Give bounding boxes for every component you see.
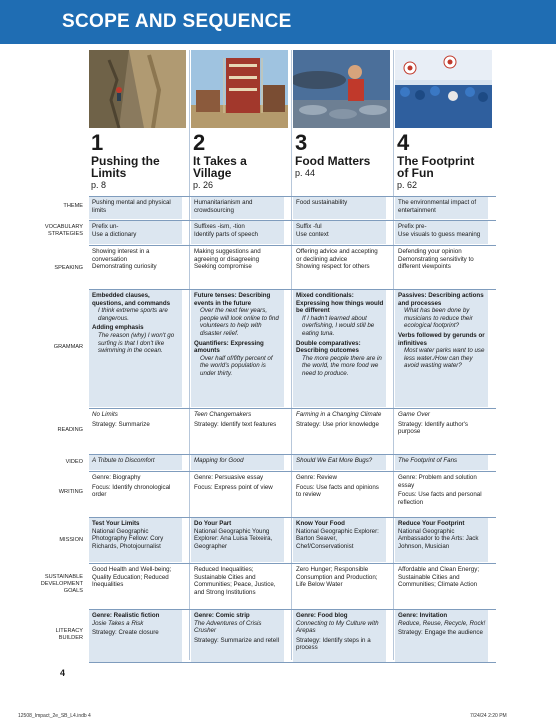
unit-title: It Takes a Village [193, 154, 247, 180]
video-cell: The Footprint of Fans [395, 455, 488, 470]
column-divider [291, 50, 292, 660]
literacy-cell: Genre: Realistic fiction Josie Takes a Risk Strategy: Create closure [89, 610, 182, 662]
page-title: SCOPE AND SEQUENCE [62, 11, 292, 32]
literacy-cell: Genre: Food blog Connecting to My Culture with Arepas Strategy: Identify steps in a process [293, 610, 386, 662]
header-banner [0, 0, 556, 44]
unit-2-header [193, 132, 290, 190]
sdg-cell: Reduced Inequalities; Sustainable Cities and Communities; Peace, Justice, and Strong Institutions [194, 566, 276, 596]
crowd-flags-photo [395, 50, 492, 128]
grammar-cell: Embedded clauses, questions, and commands I think extreme sports are dangerous. Adding emphasis The reason (why) I won't go surfing is that I don't like swimming in the ocean. [89, 290, 182, 407]
vocabulary-cell: Prefix un- Use a dictionary [89, 221, 182, 244]
theme-cell: The environmental impact of entertainment [395, 197, 488, 219]
row-label-writing: WRITING [58, 489, 83, 495]
writing-cell: Genre: Review Focus: Use facts and opinions to review [296, 474, 379, 499]
writing-cell: Genre: Problem and solution essay Focus: Use facts and personal reflection [398, 474, 482, 506]
video-cell: Should We Eat More Bugs? [293, 455, 386, 470]
literacy-cell: Genre: Invitation Reduce, Reuse, Recycle, Rock! Strategy: Engage the audience [395, 610, 488, 662]
unit-page: p. 62 [397, 180, 418, 190]
print-slug: 12508_Impact_2e_SB_L4.indb 4 [18, 713, 91, 719]
grammar-cell: Passives: Describing actions and processes What has been done by musicians to reduce their ecological footprint? Verbs followed by gerunds or infinitives Most water parks want to use less water./How can they avoid wasting water? [395, 290, 488, 407]
vocabulary-cell: Suffixes -ism, -tion Identify parts of speech [191, 221, 284, 244]
reading-cell: Game Over Strategy: Identify author's purpose [398, 411, 468, 436]
page-number: 4 [60, 668, 66, 678]
speaking-cell: Making suggestions and agreeing or disagreeing Seeking compromise [194, 248, 261, 271]
unit-page: p. 26 [193, 180, 214, 190]
reading-cell: Farming in a Changing Climate Strategy: Use prior knowledge [296, 411, 382, 428]
writing-cell: Genre: Biography Focus: Identify chronological order [92, 474, 171, 499]
reading-cell: Teen Changemakers Strategy: Identify text features [194, 411, 277, 428]
sdg-cell: Good Health and Well-being; Quality Education; Reduced Inequalities [92, 566, 172, 589]
row-label-video: VIDEO [65, 459, 83, 465]
video-cell: Mapping for Good [191, 455, 284, 470]
sdg-cell: Zero Hunger; Responsible Consumption and Production; Life Below Water [296, 566, 378, 589]
print-date: 7/24/24 2:20 PM [470, 713, 507, 719]
unit-3-header [295, 132, 392, 178]
row-label-grammar: GRAMMAR [53, 344, 83, 350]
unit-title: Food Matters [295, 154, 371, 168]
grammar-cell: Future tenses: Describing events in the future Over the next few years, people will look online to find volunteers to help with disaster relief. Quantifiers: Expressing amounts Over half of/fifty percent of the world's population is under thirty. [191, 290, 284, 407]
unit-4-header [397, 132, 494, 190]
reading-cell: No Limits Strategy: Summarize [92, 411, 150, 428]
row-label-sustainable-development-goals: SUSTAINABLE DEVELOPMENT GOALS [40, 574, 83, 594]
video-cell: A Tribute to Discomfort [89, 455, 182, 470]
unit-title: Pushing the Limits [91, 154, 160, 180]
row-label-speaking: SPEAKING [54, 265, 83, 271]
speaking-cell: Defending your opinion Demonstrating sensitivity to different viewpoints [398, 248, 474, 271]
unit-number: 1 [91, 130, 104, 155]
building-construction-photo [191, 50, 288, 128]
mission-cell: Do Your Part National Geographic Young Explorer: Ana Luisa Teixeira, Geographer [191, 518, 284, 562]
theme-cell: Food sustainability [293, 197, 386, 219]
unit-number: 2 [193, 130, 206, 155]
theme-cell: Pushing mental and physical limits [89, 197, 182, 219]
column-divider [189, 50, 190, 660]
mission-cell: Reduce Your Footprint National Geographic Ambassador to the Arts: Jack Johnson, Musician [395, 518, 488, 562]
mission-cell: Know Your Food National Geographic Explorer: Barton Seaver, Chef/Conservationist [293, 518, 386, 562]
literacy-cell: Genre: Comic strip The Adventures of Crisis Crusher Strategy: Summarize and retell [191, 610, 284, 662]
speaking-cell: Showing interest in a conversation Demonstrating curiosity [92, 248, 157, 271]
row-label-theme: THEME [63, 203, 83, 209]
unit-1-header [91, 132, 188, 190]
row-label-literacy-builder: LITERACY BUILDER [55, 628, 83, 641]
mission-cell: Test Your Limits National Geographic Photography Fellow: Cory Richards, Photojournalist [89, 518, 182, 562]
writing-cell: Genre: Persuasive essay Focus: Express point of view [194, 474, 273, 491]
row-label-mission: MISSION [59, 537, 83, 543]
unit-page: p. 44 [295, 168, 316, 178]
sdg-cell: Affordable and Clean Energy; Sustainable Cities and Communities; Climate Action [398, 566, 480, 589]
unit-number: 4 [397, 130, 410, 155]
vocabulary-cell: Suffix -ful Use context [293, 221, 386, 244]
row-label-reading: READING [57, 427, 83, 433]
column-divider [393, 50, 394, 660]
theme-cell: Humanitarianism and crowdsourcing [191, 197, 284, 219]
vocabulary-cell: Prefix pre- Use visuals to guess meaning [395, 221, 488, 244]
row-separator [89, 662, 496, 663]
grammar-cell: Mixed conditionals: Expressing how things would be different If I hadn't learned about overfishing, I would still be eating tuna. Double comparatives: Describing outcomes The more people there are in the world, the more food we need to produce. [293, 290, 386, 407]
speaking-cell: Offering advice and accepting or declining advice Showing respect for others [296, 248, 378, 271]
unit-title: The Footprint of Fun [397, 154, 475, 180]
unit-page: p. 8 [91, 180, 107, 190]
rock-climber-photo [89, 50, 186, 128]
unit-number: 3 [295, 130, 308, 155]
fish-market-photo [293, 50, 390, 128]
row-label-vocabulary: VOCABULARY STRATEGIES [44, 224, 83, 237]
